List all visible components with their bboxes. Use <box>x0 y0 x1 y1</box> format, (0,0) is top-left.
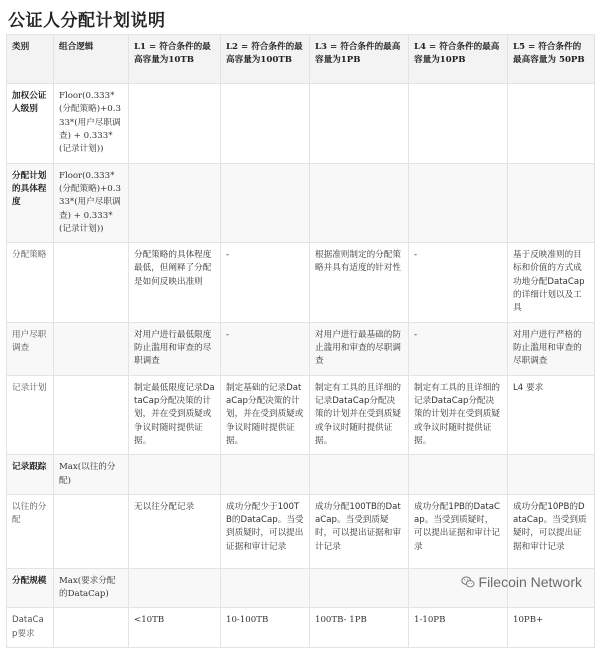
cell-l3 <box>310 84 409 164</box>
row-category: 分配计划的具体程度 <box>7 163 54 243</box>
header-l5: L5 = 符合条件的最高容量为 50PB <box>508 35 595 84</box>
cell-l3 <box>310 163 409 243</box>
cell-l3 <box>310 568 409 608</box>
table-row <box>7 494 595 568</box>
row-category: 记录跟踪 <box>7 455 54 495</box>
row-category: 用户尽职调查 <box>7 322 54 375</box>
header-l2: L2 = 符合条件的最高容量为100TB <box>221 35 310 84</box>
cell-l4 <box>409 84 508 164</box>
row-logic <box>54 243 129 323</box>
cell-l2 <box>221 455 310 495</box>
cell-l1: 无以往分配记录 <box>129 494 221 568</box>
cell-l4: - <box>409 322 508 375</box>
cell-l2 <box>221 163 310 243</box>
watermark <box>461 574 582 590</box>
cell-l2: - <box>221 243 310 323</box>
cell-l1 <box>129 568 221 608</box>
cell-l5 <box>508 84 595 164</box>
row-logic <box>54 375 129 455</box>
cell-l3: 根据准则制定的分配策略并具有适度的针对性 <box>310 243 409 323</box>
cell-l3: 制定有工具的且详细的记录DataCap分配决策的计划并在受到质疑或争议时随时提供证据。 <box>310 375 409 455</box>
table-row <box>7 322 595 375</box>
row-category: 加权公证人级别 <box>7 84 54 164</box>
row-logic: Floor(0.333*(分配策略)+0.333*(用户尽职调查) + 0.333*(记录计划)) <box>54 84 129 164</box>
table-row <box>7 243 595 323</box>
row-category: DataCap要求 <box>7 608 54 648</box>
row-logic <box>54 494 129 568</box>
cell-l5: L4 要求 <box>508 375 595 455</box>
page-title: 公证人分配计划说明 <box>8 11 166 31</box>
table-row <box>7 84 595 164</box>
cell-l3: 成功分配100TB的DataCap。当受到质疑时，可以提出证据和审计记录 <box>310 494 409 568</box>
cell-l2: 成功分配少于100TB的DataCap。当受到质疑时，可以提出证据和审计记录 <box>221 494 310 568</box>
table-row <box>7 608 595 648</box>
cell-l4 <box>409 455 508 495</box>
cell-l5: 基于反映准则的目标和价值的方式成功地分配DataCap的详细计划以及工具 <box>508 243 595 323</box>
table-row <box>7 455 595 495</box>
cell-l4: 成功分配1PB的DataCap。当受到质疑时，可以提出证据和审计记录 <box>409 494 508 568</box>
row-logic: Max(以往的分配) <box>54 455 129 495</box>
header-l3: L3 = 符合条件的最高容量为1PB <box>310 35 409 84</box>
header-l1: L1 = 符合条件的最高容量为10TB <box>129 35 221 84</box>
header-l4: L4 = 符合条件的最高容量为10PB <box>409 35 508 84</box>
cell-l3 <box>310 455 409 495</box>
cell-l4: 1-10PB <box>409 608 508 648</box>
cell-l5: 10PB+ <box>508 608 595 648</box>
cell-l2: - <box>221 322 310 375</box>
table-header-row <box>7 35 595 84</box>
allocation-table <box>6 34 595 648</box>
row-category: 以往的分配 <box>7 494 54 568</box>
row-category: 分配策略 <box>7 243 54 323</box>
cell-l1 <box>129 84 221 164</box>
cell-l5 <box>508 163 595 243</box>
cell-l5 <box>508 455 595 495</box>
cell-l1: 制定最低限度记录DataCap分配决策的计划，并在受到质疑或争议时随时提供证据。 <box>129 375 221 455</box>
cell-l1: <10TB <box>129 608 221 648</box>
cell-l2: 10-100TB <box>221 608 310 648</box>
cell-l4 <box>409 163 508 243</box>
row-logic <box>54 322 129 375</box>
cell-l4: - <box>409 243 508 323</box>
row-logic: Max(要求分配的DataCap) <box>54 568 129 608</box>
table-row <box>7 375 595 455</box>
cell-l2: 制定基础的记录DataCap分配决策的计划，并在受到质疑或争议时随时提供证据。 <box>221 375 310 455</box>
row-logic <box>54 608 129 648</box>
row-category: 分配规模 <box>7 568 54 608</box>
row-logic: Floor(0.333*(分配策略)+0.333*(用户尽职调查) + 0.333*(记录计划)) <box>54 163 129 243</box>
cell-l1 <box>129 455 221 495</box>
wechat-icon <box>461 575 475 589</box>
cell-l2 <box>221 568 310 608</box>
watermark-text: Filecoin Network <box>478 574 582 590</box>
header-category: 类别 <box>7 35 54 84</box>
cell-l1: 分配策略的具体程度最低，但阐释了分配是如何反映出准则 <box>129 243 221 323</box>
cell-l3: 100TB- 1PB <box>310 608 409 648</box>
cell-l1: 对用户进行最低限度防止滥用和审查的尽职调查 <box>129 322 221 375</box>
cell-l5: 对用户进行严格的防止滥用和审查的尽职调查 <box>508 322 595 375</box>
cell-l1 <box>129 163 221 243</box>
cell-l4: 制定有工具的且详细的记录DataCap分配决策的计划并在受到质疑或争议时随时提供证据。 <box>409 375 508 455</box>
cell-l5: 成功分配10PB的DataCap。当受到质疑时，可以提出证据和审计记录 <box>508 494 595 568</box>
cell-l3: 对用户进行最基础的防止滥用和审查的尽职调查 <box>310 322 409 375</box>
cell-l2 <box>221 84 310 164</box>
header-logic: 组合逻辑 <box>54 35 129 84</box>
table-row <box>7 163 595 243</box>
row-category: 记录计划 <box>7 375 54 455</box>
